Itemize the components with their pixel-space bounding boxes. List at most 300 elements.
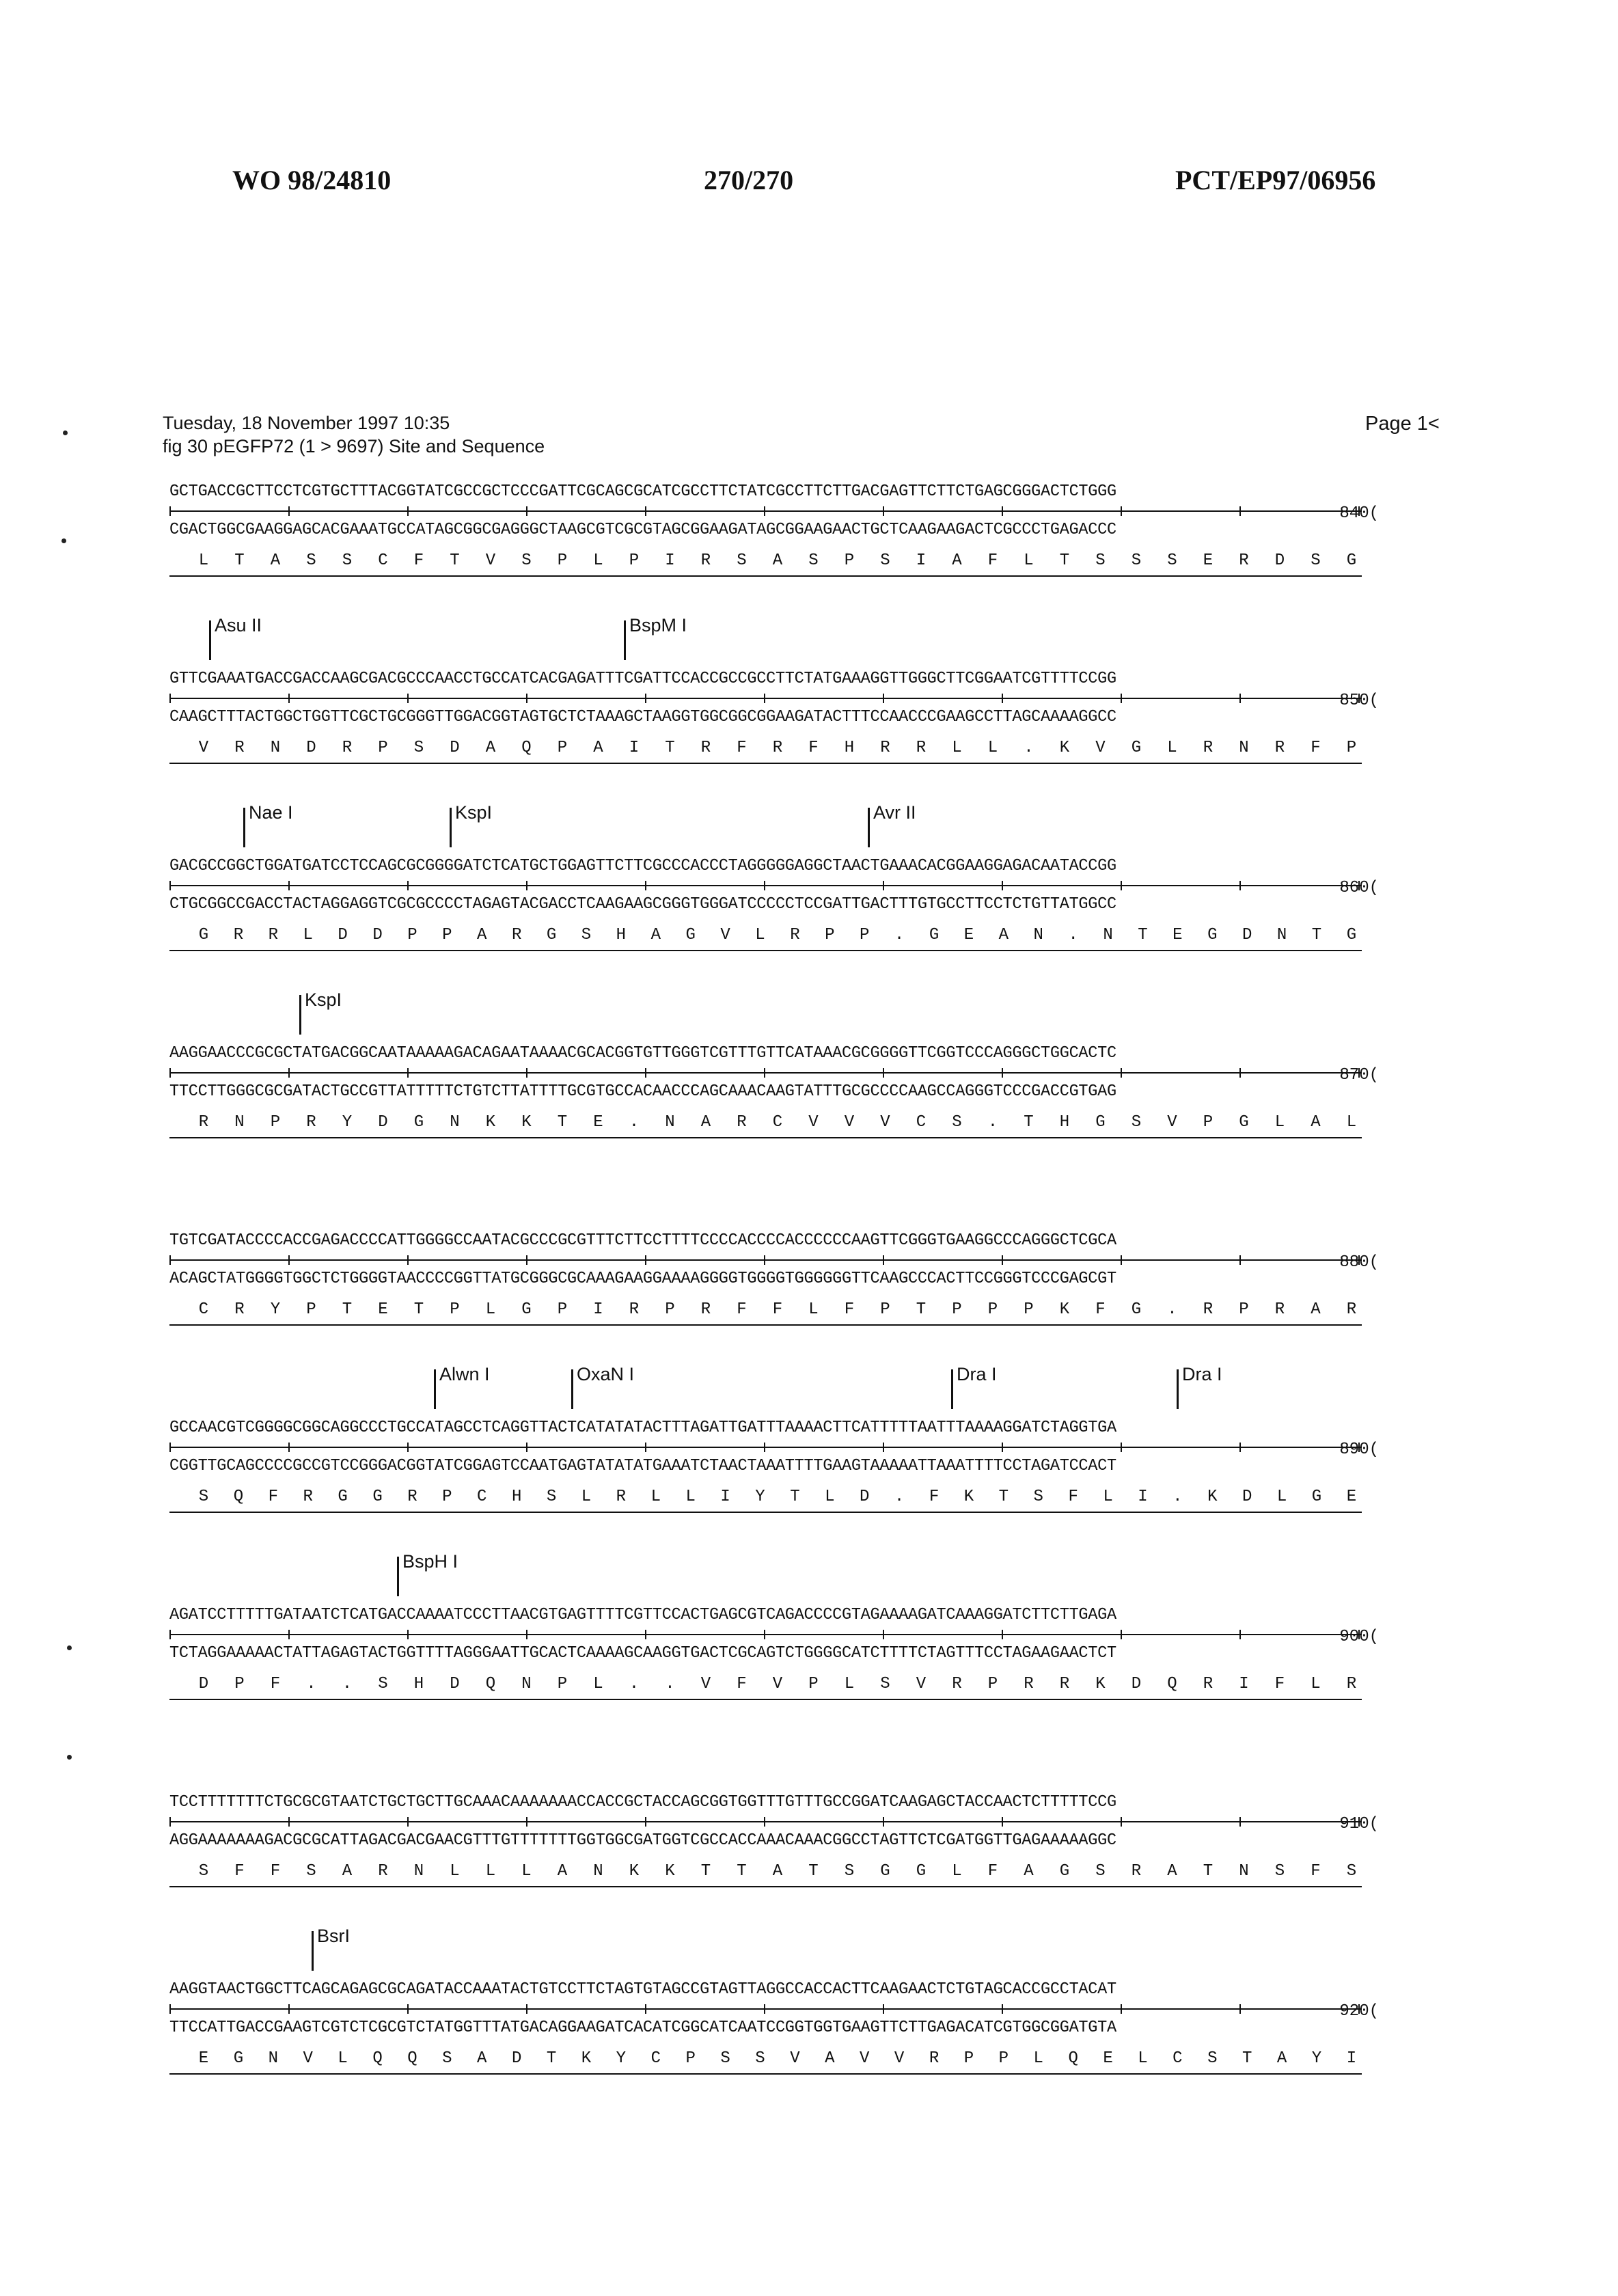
translation-underline	[169, 950, 1362, 951]
amino-acid: I	[593, 1300, 603, 1319]
amino-acid: V	[860, 2049, 870, 2068]
ruler-tick	[1002, 881, 1003, 890]
amino-acid: K	[581, 2049, 592, 2068]
amino-acid: T	[234, 551, 245, 570]
amino-acid: Q	[1068, 2049, 1078, 2068]
ruler-tick	[526, 2004, 527, 2014]
bottom-strand: CGACTGGCGAAGGAGCACGAAATGCCATAGCGGCGAGGGCTAAGCGTCGCGTAGCGGAAGATAGCGGAAGAACTGCTCAAGAAGACTCGCCCTGAGACCC	[169, 521, 1116, 539]
amino-acid: T	[546, 2049, 557, 2068]
amino-acid: Q	[1167, 1675, 1177, 1693]
amino-acid: F	[1095, 1300, 1106, 1319]
ruler-line	[169, 510, 1362, 512]
ruler-tick	[1121, 1443, 1122, 1452]
ruler-line	[169, 1447, 1362, 1448]
amino-acid: N	[1033, 926, 1043, 944]
amino-acid: L	[198, 551, 209, 570]
ruler-tick	[645, 506, 646, 516]
amino-acid: R	[929, 2049, 940, 2068]
ruler-tick	[526, 881, 527, 890]
amino-acid: G	[338, 1488, 348, 1506]
amino-acid: L	[650, 1488, 661, 1506]
amino-acid: T	[1242, 2049, 1252, 2068]
amino-acid: P	[442, 1488, 452, 1506]
amino-acid: S	[1274, 1862, 1285, 1881]
translation-underline	[169, 1886, 1362, 1887]
amino-acid: E	[1203, 551, 1214, 570]
amino-acid: V	[485, 551, 496, 570]
bottom-strand: ACAGCTATGGGGTGGCTCTGGGGTAACCCCGGTTATGCGGGCGCAAAGAAGGAAAAGGGGTGGGGTGGGGGGTTCAAGCCCACTTCCGGGTCCCGAGCGT	[169, 1270, 1116, 1288]
ruler-tick	[1002, 1630, 1003, 1639]
amino-acid: .	[1167, 1300, 1177, 1319]
amino-acid: Y	[1311, 2049, 1322, 2068]
amino-acid: .	[894, 926, 905, 944]
amino-acid: Y	[616, 2049, 627, 2068]
amino-acid: R	[303, 1488, 313, 1506]
amino-acid: S	[1131, 1113, 1142, 1132]
amino-acid: S	[808, 551, 819, 570]
ruler-tick	[1121, 506, 1122, 516]
amino-acid: L	[485, 1300, 496, 1319]
amino-acid-translation	[197, 918, 1358, 950]
amino-acid: K	[1095, 1675, 1106, 1693]
amino-acid: G	[1207, 926, 1218, 944]
amino-acid: S	[1033, 1488, 1043, 1506]
amino-acid: G	[521, 1300, 532, 1319]
amino-acid: A	[1024, 1862, 1034, 1881]
amino-acid: V	[916, 1675, 927, 1693]
site-marker	[951, 1369, 953, 1409]
amino-acid: S	[737, 551, 747, 570]
amino-acid: C	[1173, 2049, 1183, 2068]
ruler-tick	[1239, 506, 1241, 516]
amino-acid: P	[306, 1300, 316, 1319]
translation-underline	[169, 575, 1362, 577]
amino-acid: A	[1276, 2049, 1287, 2068]
restriction-sites	[169, 989, 1379, 1040]
amino-acid: A	[700, 1113, 711, 1132]
ruler-tick	[169, 2004, 171, 2014]
amino-acid: L	[1167, 739, 1177, 757]
amino-acid: P	[557, 739, 568, 757]
amino-acid: Q	[521, 739, 532, 757]
restriction-sites	[169, 615, 1379, 666]
amino-acid: .	[665, 1675, 675, 1693]
amino-acid: K	[629, 1862, 640, 1881]
amino-acid: .	[629, 1113, 640, 1132]
ruler-tick	[169, 1443, 171, 1452]
amino-acid: L	[1024, 551, 1034, 570]
restriction-sites	[169, 1926, 1379, 1976]
amino-acid: P	[987, 1300, 998, 1319]
ruler-tick	[645, 1817, 646, 1827]
ruler-tick	[1239, 1255, 1241, 1265]
amino-acid: K	[485, 1113, 496, 1132]
amino-acid: G	[1095, 1113, 1106, 1132]
amino-acid: F	[1274, 1675, 1285, 1693]
ruler-line	[169, 885, 1362, 886]
ruler-tick	[526, 694, 527, 703]
ruler-tick	[169, 1255, 171, 1265]
ruler-tick	[883, 1817, 884, 1827]
amino-acid: L	[1311, 1675, 1321, 1693]
top-strand: TGTCGATACCCCACCGAGACCCCATTGGGGCCAATACGCCCGCGTTTCTTCCTTTTCCCCACCCCACCCCCCAAGTTCGGGTGAAGGCCCAGGGCTCGCA	[169, 1231, 1116, 1250]
amino-acid: Q	[372, 2049, 383, 2068]
site-marker	[434, 1369, 436, 1409]
amino-acid: D	[378, 1113, 388, 1132]
sequence-ruler	[169, 2004, 1362, 2014]
ruler-tick	[764, 2004, 765, 2014]
amino-acid: R	[1024, 1675, 1034, 1693]
amino-acid: G	[1059, 1862, 1070, 1881]
amino-acid: E	[963, 926, 974, 944]
ruler-tick	[169, 1068, 171, 1078]
amino-acid: F	[929, 1488, 940, 1506]
ruler-tick	[764, 1817, 765, 1827]
amino-acid: A	[485, 739, 496, 757]
amino-acid: R	[616, 1488, 627, 1506]
restriction-sites	[169, 1551, 1379, 1602]
amino-acid: F	[987, 551, 998, 570]
ruler-tick	[1239, 881, 1241, 890]
amino-acid: S	[844, 1862, 855, 1881]
amino-acid: P	[234, 1675, 245, 1693]
ruler-tick	[526, 1068, 527, 1078]
ruler-tick	[1121, 2004, 1122, 2014]
amino-acid: F	[737, 1300, 747, 1319]
ruler-tick	[764, 1068, 765, 1078]
amino-acid: S	[1167, 551, 1177, 570]
amino-acid: Q	[407, 2049, 417, 2068]
amino-acid: R	[700, 739, 711, 757]
ruler-tick	[1239, 1068, 1241, 1078]
amino-acid: P	[557, 1675, 568, 1693]
amino-acid: A	[1311, 1300, 1321, 1319]
amino-acid: S	[1346, 1862, 1357, 1881]
amino-acid: L	[485, 1862, 496, 1881]
amino-acid: R	[1203, 739, 1214, 757]
amino-acid: L	[303, 926, 313, 944]
amino-acid: S	[880, 1675, 890, 1693]
position-number: 870(	[1339, 1066, 1379, 1084]
amino-acid: S	[581, 926, 592, 944]
amino-acid-translation	[197, 1667, 1358, 1699]
amino-acid: F	[844, 1300, 855, 1319]
ruler-tick	[1002, 1068, 1003, 1078]
site-marker	[312, 1931, 314, 1971]
top-strand: AAGGAACCCGCGCTATGACGGCAATAAAAAGACAGAATAAAACGCACGGTGTTGGGTCGTTTGTTCATAAACGCGGGGTTCGGTCCCAGGGCTGGCACTC	[169, 1044, 1116, 1063]
amino-acid: N	[234, 1113, 245, 1132]
amino-acid: N	[593, 1862, 603, 1881]
figure-caption: fig 30 pEGFP72 (1 > 9697) Site and Sequence	[163, 436, 545, 456]
amino-acid: K	[1059, 739, 1070, 757]
amino-acid: V	[1095, 739, 1106, 757]
amino-acid: N	[1239, 739, 1249, 757]
amino-acid: L	[952, 1862, 962, 1881]
amino-acid: L	[825, 1488, 835, 1506]
amino-acid: N	[270, 739, 281, 757]
amino-acid: V	[808, 1113, 819, 1132]
ruler-tick	[407, 2004, 409, 2014]
restriction-sites	[169, 802, 1379, 853]
amino-acid: L	[581, 1488, 592, 1506]
amino-acid: G	[929, 926, 940, 944]
amino-acid: H	[616, 926, 627, 944]
sequence-ruler	[169, 1255, 1362, 1266]
amino-acid: R	[233, 926, 244, 944]
amino-acid: L	[1103, 1488, 1113, 1506]
amino-acid: .	[629, 1675, 640, 1693]
amino-acid: D	[511, 2049, 522, 2068]
amino-acid: R	[1059, 1675, 1070, 1693]
ruler-tick	[1121, 1817, 1122, 1827]
amino-acid: P	[378, 739, 388, 757]
position-number: 850(	[1339, 692, 1379, 710]
site-label: BspH I	[402, 1551, 458, 1572]
amino-acid: L	[1274, 1113, 1285, 1132]
page-label-fragment: <	[1427, 413, 1440, 435]
amino-acid: N	[268, 2049, 279, 2068]
ruler-tick	[169, 1817, 171, 1827]
site-label: Dra I	[957, 1364, 997, 1384]
amino-acid: R	[234, 1300, 245, 1319]
amino-acid: R	[700, 551, 711, 570]
amino-acid-translation	[197, 1106, 1358, 1137]
translation-underline	[169, 1137, 1362, 1138]
amino-acid: V	[894, 2049, 905, 2068]
amino-acid: G	[233, 2049, 244, 2068]
ruler-tick	[645, 1443, 646, 1452]
amino-acid: R	[880, 739, 890, 757]
margin-dot	[61, 538, 66, 543]
amino-acid: R	[511, 926, 522, 944]
amino-acid: I	[1346, 2049, 1357, 2068]
amino-acid: R	[1203, 1300, 1214, 1319]
ruler-tick	[407, 1255, 409, 1265]
margin-dot	[63, 430, 68, 435]
ruler-tick	[407, 1817, 409, 1827]
amino-acid: E	[378, 1300, 388, 1319]
patent-number: WO 98/24810	[232, 165, 392, 195]
site-label: Dra I	[1182, 1364, 1222, 1384]
sequence-map	[169, 478, 1379, 2113]
ruler-tick	[407, 1068, 409, 1078]
amino-acid: A	[772, 1862, 783, 1881]
amino-acid: V	[303, 2049, 313, 2068]
site-label: Avr II	[873, 802, 916, 823]
top-strand: AAGGTAACTGGCTTCAGCAGAGCGCAGATACCAAATACTGTCCTTCTAGTGTAGCCGTAGTTAGGCCACCACTTCAAGAACTCTGTAGCACCGCCTACAT	[169, 1980, 1116, 1999]
translation-underline	[169, 1512, 1362, 1513]
amino-acid: G	[1131, 739, 1142, 757]
ruler-tick	[407, 1630, 409, 1639]
amino-acid: G	[880, 1862, 890, 1881]
amino-acid: G	[1346, 551, 1357, 570]
ruler-tick	[288, 881, 290, 890]
amino-acid: R	[916, 739, 927, 757]
amino-acid: D	[860, 1488, 870, 1506]
amino-acid-translation	[197, 2042, 1358, 2073]
amino-acid: A	[270, 551, 281, 570]
ruler-tick	[764, 506, 765, 516]
amino-acid: Y	[270, 1300, 281, 1319]
amino-acid: S	[342, 551, 353, 570]
amino-acid: G	[1346, 926, 1357, 944]
sequence-block	[169, 1177, 1379, 1364]
amino-acid: G	[198, 926, 209, 944]
site-marker	[624, 620, 626, 660]
sequence-ruler	[169, 1629, 1362, 1640]
amino-acid: P	[270, 1113, 281, 1132]
amino-acid: P	[1346, 739, 1357, 757]
amino-acid: N	[1103, 926, 1113, 944]
ruler-tick	[1121, 881, 1122, 890]
ruler-tick	[1002, 506, 1003, 516]
ruler-tick	[169, 1630, 171, 1639]
amino-acid: K	[665, 1862, 675, 1881]
amino-acid: P	[450, 1300, 460, 1319]
amino-acid: N	[521, 1675, 532, 1693]
ruler-tick	[407, 506, 409, 516]
amino-acid: L	[521, 1862, 532, 1881]
amino-acid: P	[808, 1675, 819, 1693]
amino-acid: G	[1311, 1488, 1322, 1506]
site-label: BspM I	[629, 615, 687, 636]
ruler-tick	[645, 881, 646, 890]
ruler-tick	[288, 2004, 290, 2014]
amino-acid: N	[450, 1113, 460, 1132]
amino-acid: F	[808, 739, 819, 757]
amino-acid-translation	[197, 731, 1358, 763]
ruler-tick	[883, 1255, 884, 1265]
amino-acid: I	[1239, 1675, 1249, 1693]
application-number: PCT/EP97/06956	[1175, 165, 1376, 195]
sequence-block	[169, 1926, 1379, 2113]
ruler-tick	[1239, 1817, 1241, 1827]
amino-acid: R	[1274, 739, 1285, 757]
sequence-block	[169, 802, 1379, 989]
amino-acid: D	[372, 926, 383, 944]
amino-acid: Q	[233, 1488, 244, 1506]
amino-acid: V	[772, 1675, 783, 1693]
amino-acid: G	[413, 1113, 424, 1132]
amino-acid: N	[1239, 1862, 1249, 1881]
ruler-tick	[1002, 694, 1003, 703]
amino-acid: P	[860, 926, 870, 944]
position-number: 920(	[1339, 2002, 1379, 2021]
amino-acid: S	[306, 1862, 316, 1881]
amino-acid: E	[198, 2049, 209, 2068]
ruler-tick	[645, 2004, 646, 2014]
amino-acid: L	[593, 551, 603, 570]
amino-acid: .	[306, 1675, 316, 1693]
translation-underline	[169, 2073, 1362, 2075]
amino-acid: G	[916, 1862, 927, 1881]
ruler-tick	[645, 1630, 646, 1639]
amino-acid: K	[1059, 1300, 1070, 1319]
site-label: KspI	[305, 989, 342, 1010]
amino-acid: L	[450, 1862, 460, 1881]
sequence-ruler	[169, 1067, 1362, 1078]
amino-acid: I	[665, 551, 675, 570]
ruler-line	[169, 1821, 1362, 1822]
amino-acid: G	[685, 926, 696, 944]
sequence-block	[169, 1738, 1379, 1926]
amino-acid: P	[963, 2049, 974, 2068]
amino-acid: T	[1311, 926, 1322, 944]
restriction-sites	[169, 1364, 1379, 1414]
amino-acid: P	[998, 2049, 1009, 2068]
sequence-block	[169, 989, 1379, 1177]
amino-acid: A	[557, 1862, 568, 1881]
amino-acid-translation	[197, 544, 1358, 575]
top-strand: GACGCCGGCTGGATGATCCTCCAGCGCGGGGATCTCATGCTGGAGTTCTTCGCCCACCCTAGGGGGAGGCTAACTGAAACACGGAAGGAGACAATACCGG	[169, 857, 1116, 875]
amino-acid: A	[998, 926, 1009, 944]
ruler-tick	[883, 1630, 884, 1639]
ruler-tick	[288, 1443, 290, 1452]
amino-acid: H	[1059, 1113, 1070, 1132]
ruler-tick	[764, 881, 765, 890]
amino-acid: .	[1173, 1488, 1183, 1506]
site-label: OxaN I	[577, 1364, 635, 1384]
amino-acid: S	[1095, 551, 1106, 570]
amino-acid: S	[1095, 1862, 1106, 1881]
ruler-tick	[526, 1817, 527, 1827]
top-strand: GCTGACCGCTTCCTCGTGCTTTACGGTATCGCCGCTCCCGATTCGCAGCGCATCGCCTTCTATCGCCTTCTTGACGAGTTCTTCTGAGCGGGACTCTGGG	[169, 482, 1116, 501]
amino-acid: C	[650, 2049, 661, 2068]
site-marker	[868, 808, 870, 847]
amino-acid: P	[880, 1300, 890, 1319]
sequence-block	[169, 1364, 1379, 1551]
amino-acid: S	[1311, 551, 1321, 570]
ruler-tick	[1239, 694, 1241, 703]
bottom-strand: AGGAAAAAAAGACGCGCATTAGACGACGAACGTTTGTTTTTTTGGTGGCGATGGTCGCCACCAAACAAACGGCCTAGTTCTCGATGGTTGAGAAAAAGGC	[169, 1831, 1116, 1850]
restriction-sites	[169, 1177, 1379, 1227]
amino-acid: P	[407, 926, 417, 944]
ruler-tick	[645, 694, 646, 703]
amino-acid: C	[378, 551, 388, 570]
margin-dot	[67, 1645, 72, 1650]
amino-acid: F	[1311, 739, 1321, 757]
site-marker	[1177, 1369, 1179, 1409]
amino-acid: F	[987, 1862, 998, 1881]
amino-acid: A	[477, 2049, 487, 2068]
site-label: BsrI	[317, 1926, 351, 1946]
amino-acid: Q	[485, 1675, 496, 1693]
amino-acid: .	[894, 1488, 905, 1506]
amino-acid: L	[987, 739, 998, 757]
ruler-tick	[288, 694, 290, 703]
amino-acid: P	[557, 551, 568, 570]
site-marker	[571, 1369, 573, 1409]
amino-acid: R	[629, 1300, 640, 1319]
amino-acid: A	[1167, 1862, 1177, 1881]
amino-acid: S	[546, 1488, 557, 1506]
ruler-tick	[169, 694, 171, 703]
sequence-ruler	[169, 693, 1362, 704]
amino-acid: D	[306, 739, 316, 757]
position-number: 890(	[1339, 1440, 1379, 1459]
top-strand: GCCAACGTCGGGGCGGCAGGCCCTGCCATAGCCTCAGGTTACTCATATATACTTTAGATTGATTTAAAACTTCATTTTTAATTTAAAAGGATCTAGGTGA	[169, 1419, 1116, 1437]
ruler-line	[169, 698, 1362, 699]
amino-acid: R	[790, 926, 800, 944]
page-counter: 270/270	[704, 165, 794, 195]
amino-acid: F	[234, 1862, 245, 1881]
ruler-line	[169, 1259, 1362, 1261]
amino-acid: D	[1131, 1675, 1142, 1693]
amino-acid: S	[952, 1113, 962, 1132]
amino-acid: P	[665, 1300, 675, 1319]
site-marker	[299, 995, 301, 1035]
amino-acid: F	[1068, 1488, 1078, 1506]
